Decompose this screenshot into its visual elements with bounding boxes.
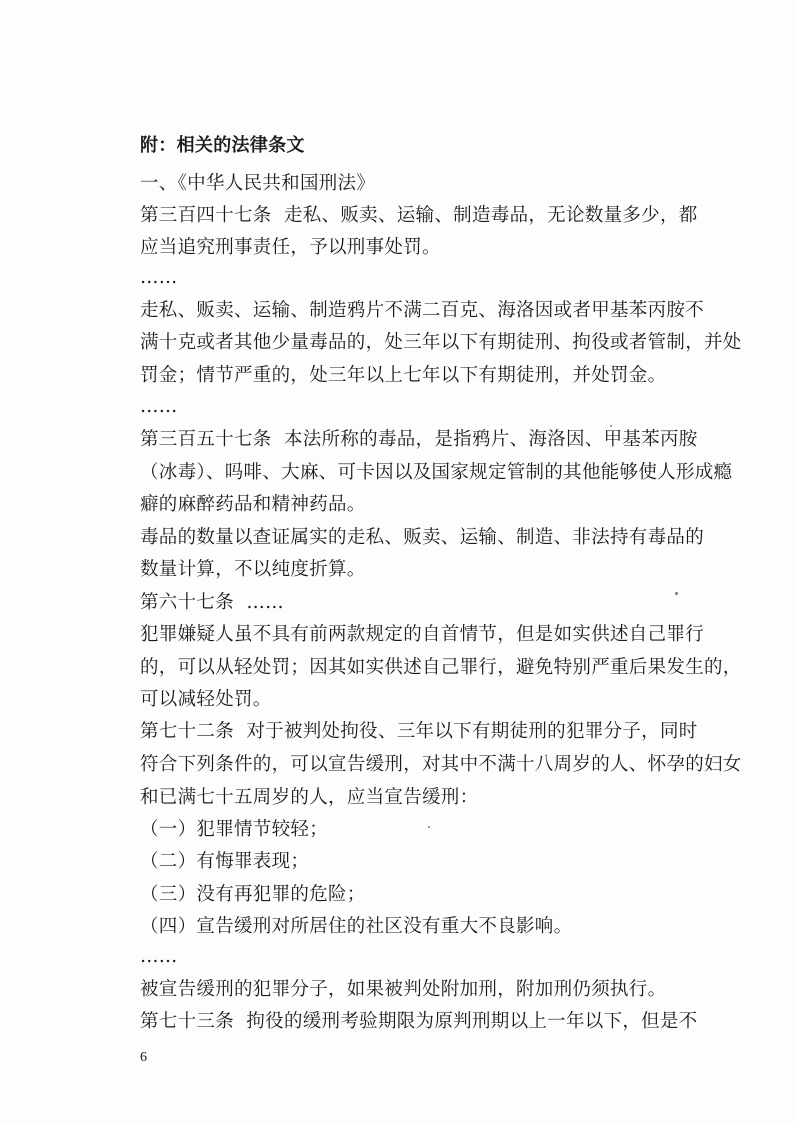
- paragraph-line: 被宣告缓刑的犯罪分子，如果被判处附加刑，附加刑仍须执行。: [140, 979, 667, 1000]
- scan-speck: [428, 826, 430, 828]
- paragraph-line: 数量计算，不以纯度折算。: [140, 559, 366, 580]
- ellipsis-line: ……: [140, 267, 178, 288]
- list-item: （一）犯罪情节较轻；: [140, 819, 329, 840]
- paragraph-line: 犯罪嫌疑人虽不具有前两款规定的自首情节，但是如实供述自己罪行: [140, 624, 705, 645]
- list-item: （四）宣告缓刑对所居住的社区没有重大不良影响。: [140, 916, 573, 937]
- paragraph-line: 毒品的数量以查证属实的走私、贩卖、运输、制造、非法持有毒品的: [140, 527, 705, 548]
- paragraph-line: 符合下列条件的，可以宣告缓刑，对其中不满十八周岁的人、怀孕的妇女: [140, 754, 742, 775]
- paragraph-line: 第七十二条 对于被判处拘役、三年以下有期徒刑的犯罪分子，同时: [140, 721, 698, 742]
- paragraph-line: 第三百四十七条 走私、贩卖、运输、制造毒品，无论数量多少，都: [140, 205, 698, 226]
- paragraph-line: 第六十七条 ……: [140, 592, 284, 613]
- list-item: （二）有悔罪表现；: [140, 851, 310, 872]
- paragraph-line: 应当追究刑事责任，予以刑事处罚。: [140, 237, 441, 258]
- scan-speck: [610, 425, 612, 427]
- paragraph-line: 罚金；情节严重的，处三年以上七年以下有期徒刑，并处罚金。: [140, 365, 667, 386]
- paragraph-line: （冰毒）、吗啡、大麻、可卡因以及国家规定管制的其他能够使人形成瘾: [140, 462, 733, 483]
- paragraph-line: 可以减轻处罚。: [140, 689, 272, 710]
- ellipsis-line: ……: [140, 946, 178, 967]
- appendix-heading: 附：相关的法律条文: [140, 135, 305, 156]
- paragraph-line: 癖的麻醉药品和精神药品。: [140, 494, 366, 515]
- paragraph-line: 第三百五十七条 本法所称的毒品，是指鸦片、海洛因、甲基苯丙胺: [140, 429, 698, 450]
- ellipsis-line: ……: [140, 396, 178, 417]
- paragraph-line: 满十克或者其他少量毒品的，处三年以下有期徒刑、拘役或者管制，并处: [140, 332, 742, 353]
- paragraph-line: 走私、贩卖、运输、制造鸦片不满二百克、海洛因或者甲基苯丙胺不: [140, 300, 705, 321]
- paragraph-line: 第七十三条 拘役的缓刑考验期限为原判刑期以上一年以下，但是不: [140, 1011, 698, 1032]
- section-title: 一、《中华人民共和国刑法》: [140, 173, 376, 194]
- paragraph-line: 的，可以从轻处罚；因其如实供述自己罪行，避免特别严重后果发生的，: [140, 657, 742, 678]
- scan-speck: [675, 592, 678, 595]
- list-item: （三）没有再犯罪的危险；: [140, 884, 366, 905]
- page-number: 6: [140, 1050, 147, 1065]
- paragraph-line: 和已满七十五周岁的人，应当宣告缓刑：: [140, 787, 479, 808]
